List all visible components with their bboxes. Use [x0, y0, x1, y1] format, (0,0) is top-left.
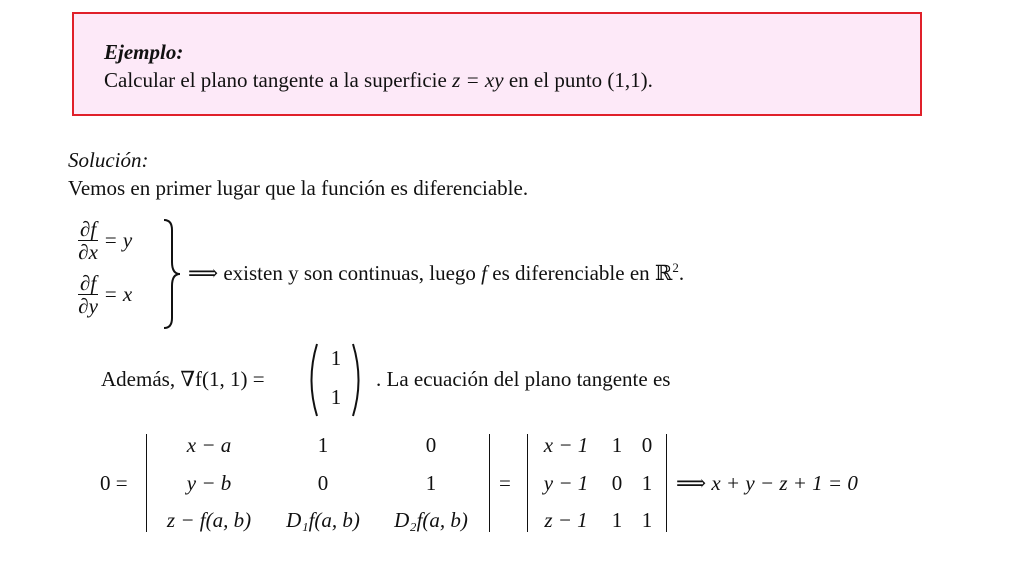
real-space: ℝ [654, 261, 673, 285]
m2-cell: 0 [641, 433, 653, 457]
partials-conclusion [188, 260, 684, 286]
determinant-lhs: 0 = [100, 471, 128, 495]
m1-cell: 1 [425, 471, 437, 495]
matrix2-right-bar [666, 434, 667, 532]
fraction-df-dx [78, 218, 98, 263]
solution-label: Solución: [68, 148, 149, 172]
m2-cell: x − 1 [543, 433, 589, 457]
m1-cell: y − b [186, 471, 232, 495]
partial-y-value: = x [103, 282, 133, 306]
m2-cell: y − 1 [543, 471, 589, 495]
function-f: f [481, 261, 487, 285]
matrix1-left-bar [146, 434, 147, 532]
gradient-prefix: Además, ∇f(1, 1) = [101, 367, 265, 391]
conclusion-text-after: es diferenciable en [492, 261, 650, 285]
real-space-exponent: 2 [672, 260, 679, 275]
m1-cell: D₁f(a, b) [286, 508, 360, 532]
determinant-result: ⟹ x + y − z + 1 = 0 [676, 471, 858, 495]
gradient-component-2: 1 [330, 385, 342, 409]
m1-cell: z − f(a, b) [166, 508, 252, 532]
m2-cell: 1 [641, 471, 653, 495]
matrix1-right-bar [489, 434, 490, 532]
m2-cell: 1 [611, 508, 623, 532]
m1-cell: 0 [317, 471, 329, 495]
example-equation: z = xy [452, 68, 504, 92]
gradient-suffix: . La ecuación del plano tangente es [376, 367, 671, 391]
m1-cell: 0 [425, 433, 437, 457]
determinant-equals: = [499, 471, 511, 495]
right-brace-icon [160, 218, 184, 330]
m1-cell: x − a [186, 433, 232, 457]
m2-cell: z − 1 [544, 508, 588, 532]
partial-y [78, 272, 132, 317]
example-text-after: en el punto (1,1). [508, 68, 653, 92]
m2-cell: 1 [611, 433, 623, 457]
m1-cell: 1 [317, 433, 329, 457]
example-text-before: Calcular el plano tangente a la superficie [104, 68, 447, 92]
gradient-component-1: 1 [330, 346, 342, 370]
example-statement [104, 68, 653, 93]
partial-x [78, 218, 132, 263]
conclusion-period: . [678, 261, 685, 285]
denominator-dx: ∂x [78, 240, 98, 264]
example-box [72, 12, 922, 116]
partial-x-value: = y [103, 228, 133, 252]
m1-cell: D₂f(a, b) [394, 508, 468, 532]
right-paren-icon [350, 342, 366, 418]
conclusion-text-before: existen y son continuas, luego [223, 261, 476, 285]
fraction-df-dy [78, 272, 98, 317]
example-title: Ejemplo: [104, 40, 184, 64]
implies-arrow: ⟹ [188, 261, 219, 285]
denominator-dy: ∂y [78, 294, 98, 318]
left-paren-icon [304, 342, 320, 418]
m2-cell: 1 [641, 508, 653, 532]
numerator-df: ∂f [80, 271, 97, 295]
matrix2-left-bar [527, 434, 528, 532]
m2-cell: 0 [611, 471, 623, 495]
solution-intro: Vemos en primer lugar que la función es diferenciable. [68, 176, 529, 200]
numerator-df: ∂f [80, 217, 97, 241]
